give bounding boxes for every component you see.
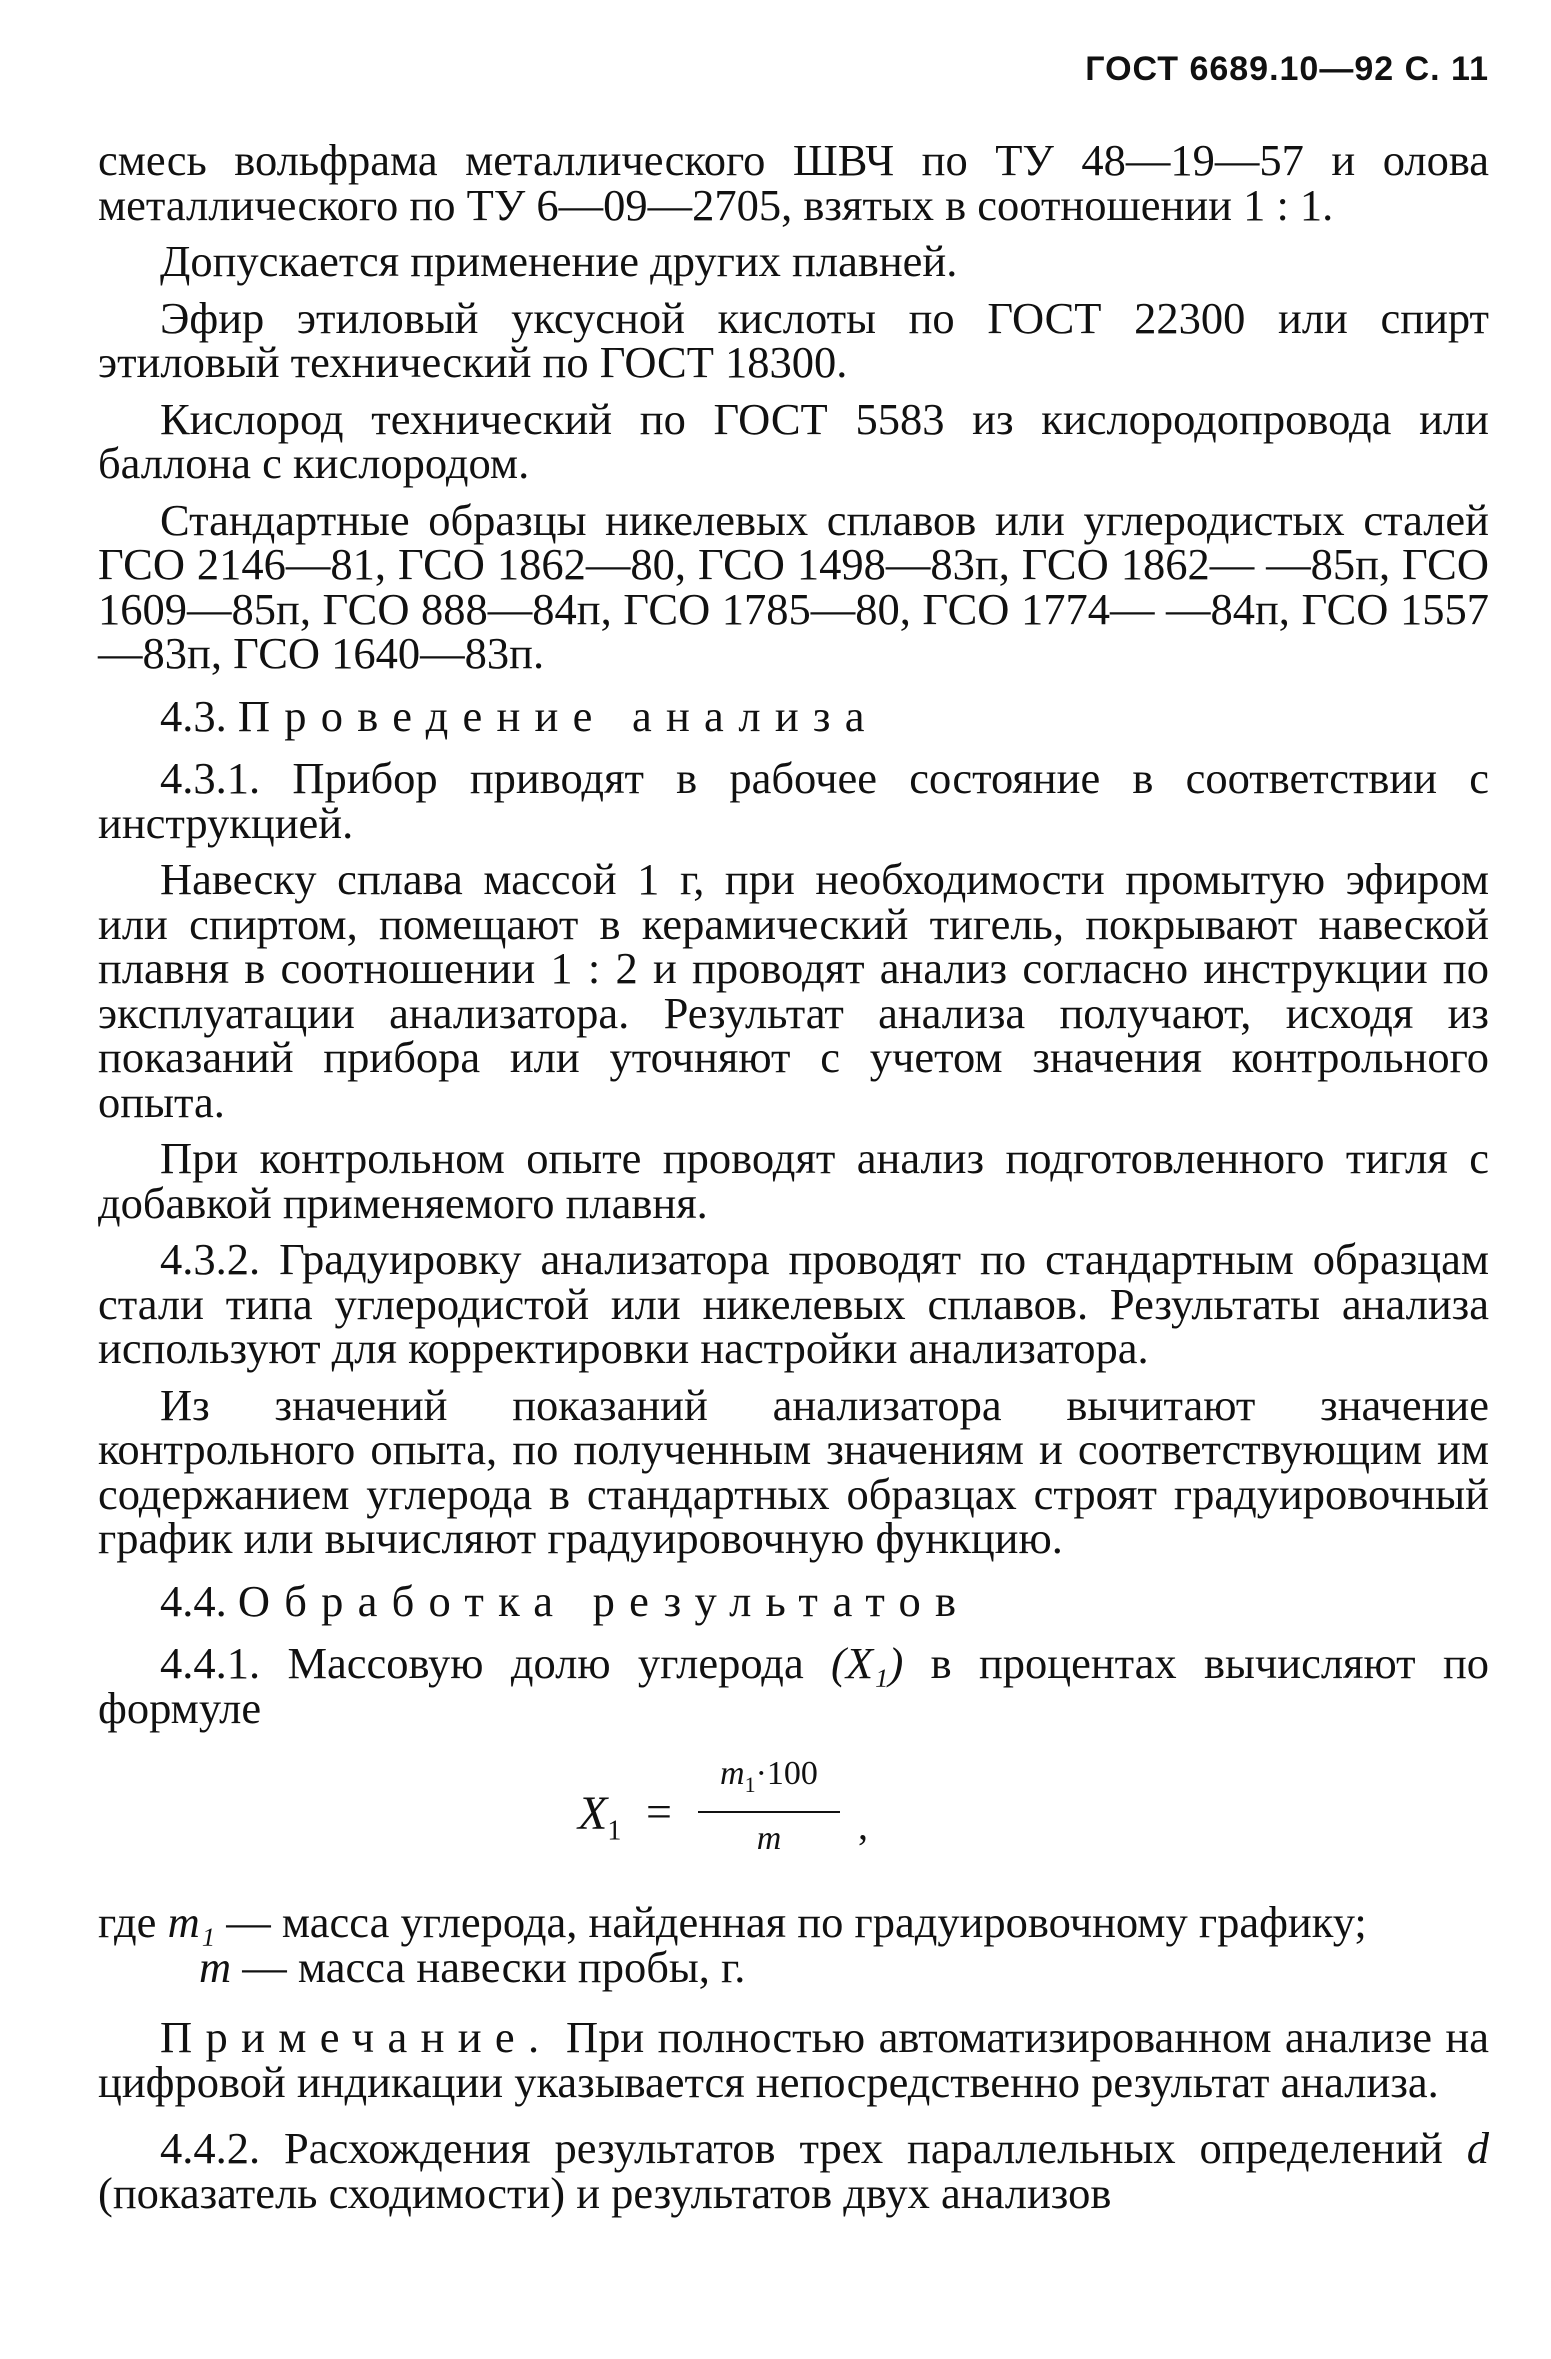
note-label: Примечание. [160, 2012, 553, 2062]
text-fragment: в процентах вычисляют по формуле [98, 1638, 1490, 1733]
paragraph-ethyl-ether: Эфир этиловый уксусной кислоты по ГОСТ 22300 или спирт этиловый технический по ГОСТ 18300. [98, 292, 1489, 387]
where-lead: где [98, 1897, 157, 1947]
paragraph-standard-samples: Стандартные образцы никелевых сплавов или углеродистых сталей ГСО 2146—81, ГСО 1862—80, ГСО 1498—83п, ГСО 1862— —85п, ГСО 1609—85п, ГСО 888—84п, ГСО 1785—80, ГСО 1774— —84п, ГСО 1557—83п, ГСО 1640—83п. [98, 494, 1489, 678]
formula-numerator [698, 1752, 840, 1807]
paragraph-4-3-2: 4.3.2. Градуировку анализатора проводят по стандартным образцам стали типа углеродистой или никелевых сплавов. Результаты анализа используют для корректировки настройки анализатора. [98, 1234, 1489, 1373]
formula [98, 1752, 1489, 1892]
where-line-2 [98, 1941, 1489, 1992]
paragraph-oxygen: Кислород технический по ГОСТ 5583 из кислородопровода или баллона с кислородом. [98, 393, 1489, 488]
paragraph-4-3-1: 4.3.1. Прибор приводят в рабочее состояние в соответствии с инструкцией. [98, 753, 1489, 848]
paragraph-4-4-2 [98, 2123, 1489, 2218]
section-number: 4.3. [160, 690, 227, 741]
formula-lhs [578, 1787, 622, 1854]
symbol-m: m [199, 1941, 232, 1992]
paragraph-flux-mixture: смесь вольфрама металлического ШВЧ по ТУ 48—19—57 и олова металлического по ТУ 6—09—2705, взятых в соотношении 1 : 1. [98, 135, 1489, 230]
text-fragment: 4.4.1. Массовую долю углерода [160, 1638, 804, 1688]
symbol-m1: m₁ [167, 1897, 216, 1947]
formula-var: X [578, 1787, 608, 1840]
paragraph-4-4-1 [98, 1638, 1490, 1733]
formula-factor: ·100 [755, 1755, 818, 1792]
paragraph-calibration-graph: Из значений показаний анализатора вычитают значение контрольного опыта, по полученным значениям и соответствующим им содержанием углерода в стандартных образцах строят градуировочный график или вычисляют градуировочную функцию. [98, 1379, 1489, 1563]
paragraph-control-test: При контрольном опыте проводят анализ подготовленного тигля с добавкой применяемого плавня. [98, 1133, 1489, 1228]
section-title: Обработка результатов [237, 1575, 971, 1626]
section-heading-4-3 [98, 690, 1489, 741]
formula-comma: , [858, 1803, 868, 1848]
symbol-x1: (X₁) [831, 1638, 904, 1688]
section-title: Проведение анализа [237, 690, 879, 741]
section-heading-4-4 [98, 1575, 1489, 1626]
definition-m1: — масса углерода, найденная по градуировочному графику; [226, 1897, 1367, 1947]
document-body [98, 135, 1490, 2227]
formula-equals: = [646, 1786, 672, 1837]
text-fragment: (показатель сходимости) и результатов двух анализов [98, 2167, 1112, 2218]
paragraph-sample-weighing: Навеску сплава массой 1 г, при необходимости промытую эфиром или спиртом, помещают в керамический тигель, покрывают навеской плавня в соотношении 1 : 2 и проводят анализ согласно инструкции по эксплуатации анализатора. Результат анализа получают, исходя из показаний прибора или уточняют с учетом значения контрольного опыта. [98, 854, 1489, 1127]
where-line-1 [98, 1897, 1489, 1947]
definition-m: — масса навески пробы, г. [242, 1941, 746, 1992]
symbol-d: d [1466, 2123, 1489, 2173]
paragraph-other-fluxes: Допускается применение других плавней. [160, 236, 958, 286]
note-text: При полностью автоматизированном анализе на цифровой индикации указывается непосредственно результат анализа. [98, 2012, 1489, 2107]
fraction-bar [698, 1811, 840, 1813]
formula-subscript: 1 [607, 1815, 622, 1847]
section-number: 4.4. [160, 1575, 227, 1626]
text-fragment: 4.4.2. Расхождения результатов трех параллельных определений [160, 2123, 1443, 2173]
note [98, 2012, 1489, 2107]
formula-denominator: m [756, 1819, 782, 1857]
formula-var: m [720, 1755, 745, 1792]
page-header: ГОСТ 6689.10—92 С. 11 [1085, 50, 1489, 88]
formula-fraction [698, 1752, 840, 1861]
formula-subscript: 1 [744, 1771, 756, 1797]
